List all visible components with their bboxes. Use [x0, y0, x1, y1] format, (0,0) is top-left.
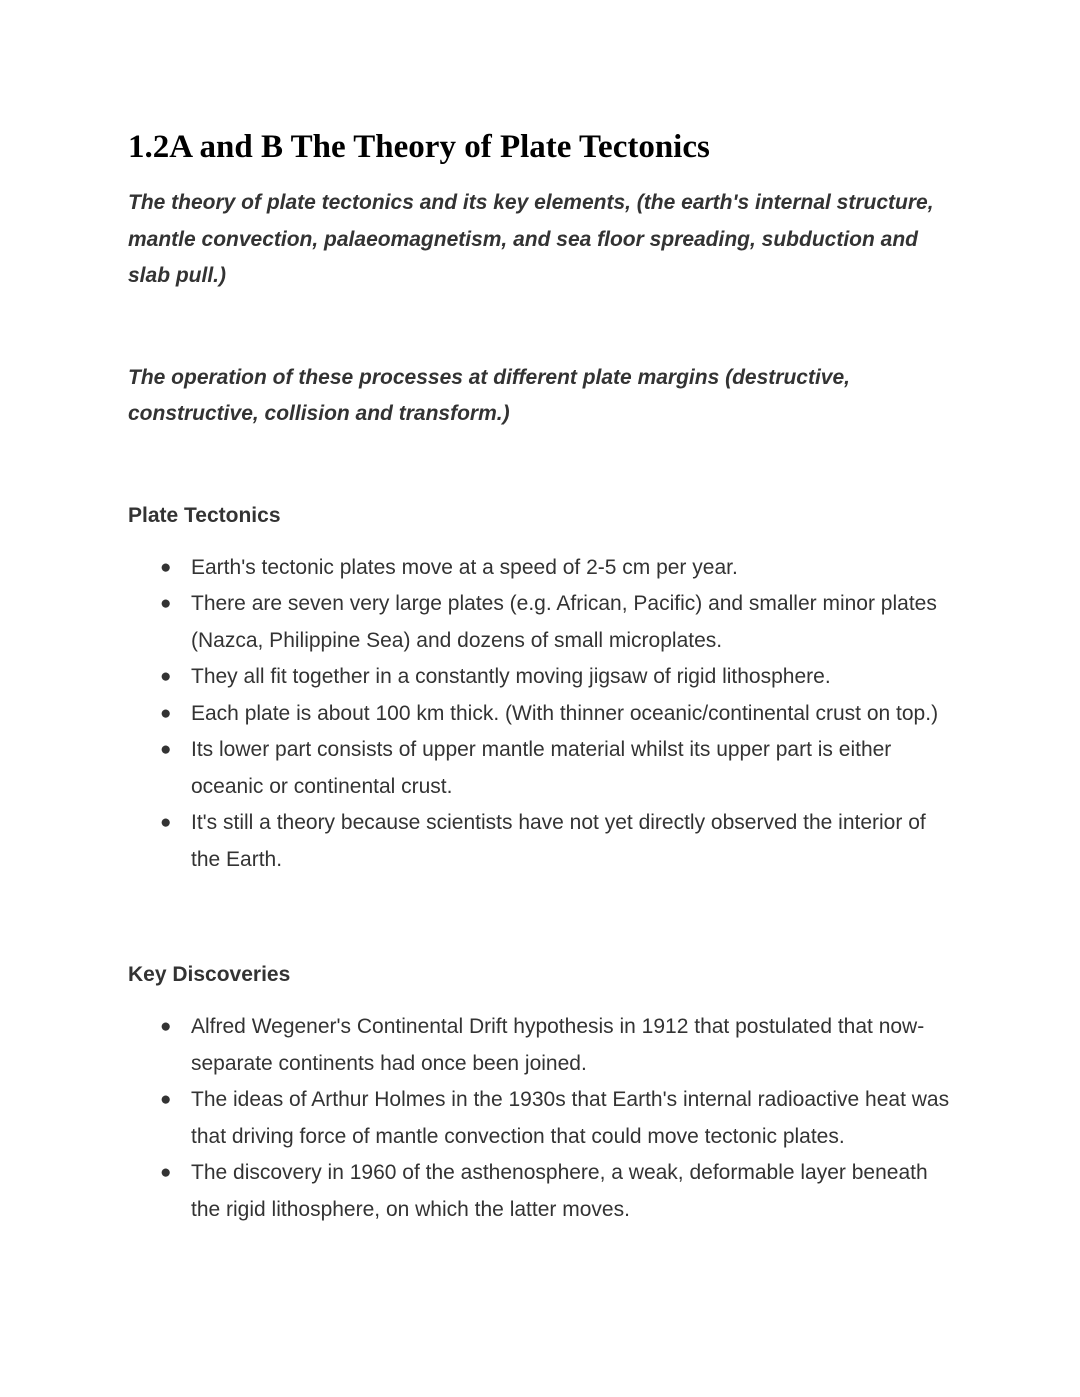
bullet-icon: ● — [160, 702, 172, 724]
list-item-text: They all fit together in a constantly moving jigsaw of rigid lithosphere. — [191, 665, 831, 688]
list-item — [128, 1155, 958, 1228]
bullet-icon: ● — [160, 1089, 172, 1110]
page-title: 1.2A and B The Theory of Plate Tectonics — [128, 129, 710, 165]
list-item-text: The discovery in 1960 of the asthenosphere, a weak, deformable layer beneath the rigid lithosphere, on which the latter moves. — [191, 1161, 928, 1221]
list-item-text: The ideas of Arthur Holmes in the 1930s that Earth's internal radioactive heat was that driving force of mantle convection that could move tectonic plates. — [191, 1088, 950, 1148]
bullet-icon: ● — [160, 666, 172, 687]
bullet-icon: ● — [160, 593, 172, 614]
list-item — [128, 586, 958, 659]
list-item-text: Each plate is about 100 km thick. (With thinner oceanic/continental crust on top.) — [191, 701, 939, 725]
list-item — [128, 696, 958, 733]
bullet-list-key-discoveries — [128, 1009, 958, 1228]
list-item — [128, 550, 958, 587]
list-item-text: Alfred Wegener's Continental Drift hypothesis in 1912 that postulated that now-separate continents had once been joined. — [191, 1015, 925, 1075]
intro-paragraph: The operation of these processes at different plate margins (destructive, constructive, collision and transform.) — [128, 365, 850, 425]
bullet-icon: ● — [160, 1162, 172, 1183]
list-item — [128, 1009, 958, 1082]
section-heading-plate-tectonics: Plate Tectonics — [128, 503, 281, 527]
list-item — [128, 1082, 958, 1155]
section-heading-key-discoveries: Key Discoveries — [128, 963, 291, 986]
bullet-list-plate-tectonics — [128, 550, 958, 879]
document-page — [128, 126, 958, 1228]
list-item-text: It's still a theory because scientists have not yet directly observed the interior of the Earth. — [191, 811, 926, 871]
list-item-text: Earth's tectonic plates move at a speed of 2-5 cm per year. — [191, 555, 738, 579]
list-item — [128, 805, 958, 878]
intro-paragraph: The theory of plate tectonics and its key elements, (the earth's internal structure, mantle convection, palaeomagnetism, and sea floor spreading, subduction and slab pull.) — [128, 191, 934, 287]
bullet-icon: ● — [160, 739, 172, 760]
list-item — [128, 659, 958, 696]
bullet-icon: ● — [160, 812, 172, 833]
bullet-icon: ● — [160, 1016, 172, 1037]
list-item — [128, 732, 958, 805]
list-item-text: There are seven very large plates (e.g. African, Pacific) and smaller minor plates (Nazca, Philippine Sea) and dozens of small microplates. — [191, 592, 937, 652]
bullet-icon: ● — [160, 556, 172, 578]
list-item-text: Its lower part consists of upper mantle material whilst its upper part is either oceanic or continental crust. — [191, 738, 892, 798]
